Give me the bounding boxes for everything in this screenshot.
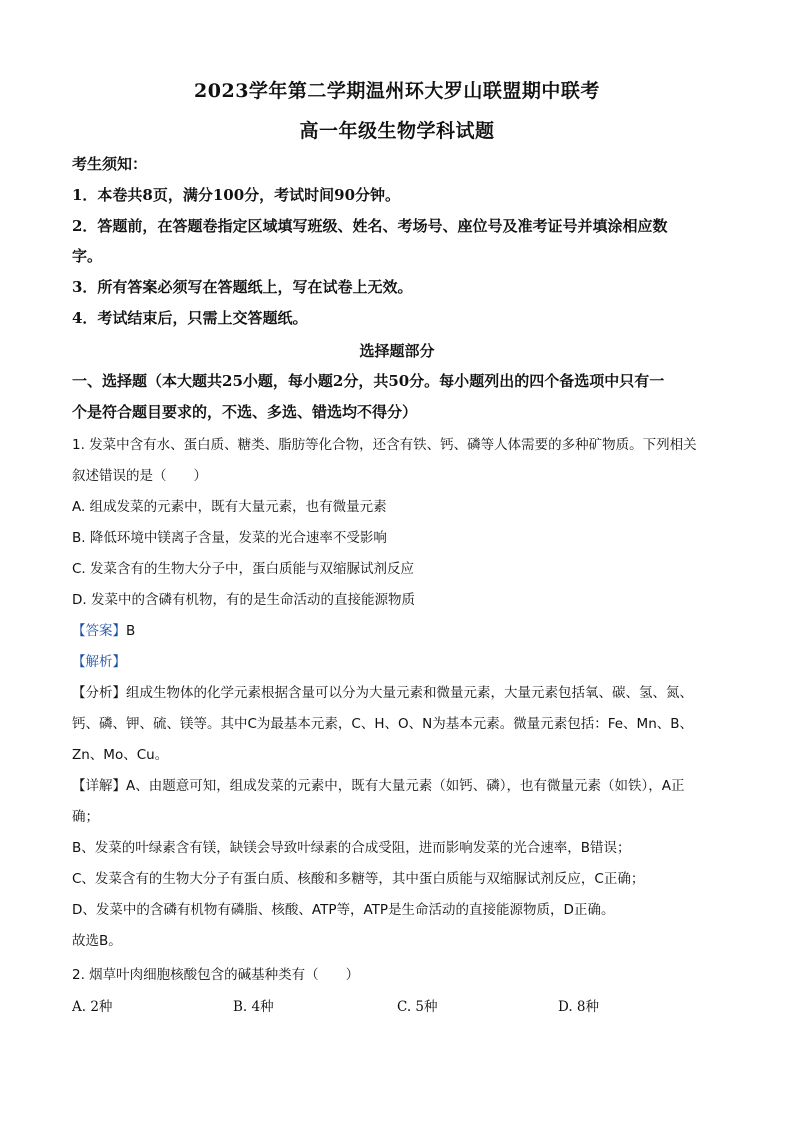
q1-fenxi-line2: 钙、磷、钾、硫、镁等。其中C为最基本元素，C、H、O、N为基本元素。微量元素包括：Fe、Mn、B、 — [72, 716, 694, 732]
q1-xiangjie-line1 — [72, 774, 684, 794]
notice-heading: 考生须知： — [72, 155, 148, 173]
q2-stem: 2. 烟草叶肉细胞核酸包含的碱基种类有（ ） — [72, 967, 360, 983]
part1-instructions-line1: 一、选择题（本大题共25小题，每小题2分，共50分。每小题列出的四个备选项中只有一 — [72, 372, 665, 390]
notice-item-3: 3．所有答案必须写在答题纸上，写在试卷上无效。 — [72, 278, 413, 296]
q1-stem-line1: 1. 发菜中含有水、蛋白质、糖类、脂肪等化合物，还含有铁、钙、磷等人体需要的多种矿物质。下列相关 — [72, 437, 697, 453]
q1-analysis-heading — [72, 650, 126, 670]
q1-option-d: D. 发菜中的含磷有机物，有的是生命活动的直接能源物质 — [72, 592, 415, 608]
notice-item-2: 2．答题前，在答题卷指定区域填写班级、姓名、考场号、座位号及准考证号并填涂相应数 — [72, 217, 668, 235]
q2-option-d: D. 8种 — [558, 999, 600, 1015]
q1-fenxi-line1 — [72, 681, 693, 701]
xiangjie-tag: 【详解】 — [72, 778, 126, 794]
answer-value: B — [126, 623, 136, 639]
q1-option-a: A. 组成发菜的元素中，既有大量元素，也有微量元素 — [72, 499, 387, 515]
q1-xiangjie-line6: 故选B。 — [72, 933, 122, 949]
part1-instructions-line2: 个是符合题目要求的，不选、多选、错选均不得分） — [72, 403, 418, 421]
fenxi-text-1: 组成生物体的化学元素根据含量可以分为大量元素和微量元素，大量元素包括氧、碳、氢、氮、 — [126, 685, 693, 701]
answer-tag: 【答案】 — [72, 623, 126, 639]
exam-title: 2023学年第二学期温州环大罗山联盟期中联考 — [194, 80, 600, 102]
notice-item-4: 4．考试结束后，只需上交答题纸。 — [72, 309, 308, 327]
q1-option-b: B. 降低环境中镁离子含量，发菜的光合速率不受影响 — [72, 530, 387, 546]
xiangjie-text-1: A、由题意可知，组成发菜的元素中，既有大量元素（如钙、磷），也有微量元素（如铁），A正 — [126, 778, 685, 794]
exam-subtitle: 高一年级生物学科试题 — [299, 120, 495, 142]
q1-stem-line2: 叙述错误的是（ ） — [72, 468, 207, 484]
q1-fenxi-line3: Zn、Mo、Cu。 — [72, 747, 169, 763]
section-title: 选择题部分 — [359, 342, 435, 360]
q1-option-c: C. 发菜含有的生物大分子中，蛋白质能与双缩脲试剂反应 — [72, 561, 415, 577]
fenxi-tag: 【分析】 — [72, 685, 126, 701]
notice-item-2-cont: 字。 — [72, 247, 103, 265]
q2-option-a: A. 2种 — [72, 999, 113, 1015]
analysis-tag: 【解析】 — [72, 654, 126, 670]
q1-xiangjie-line3: B、发菜的叶绿素含有镁，缺镁会导致叶绿素的合成受阻，进而影响发菜的光合速率，B错误； — [72, 840, 631, 856]
q1-answer — [72, 619, 135, 639]
q1-xiangjie-line5: D、发菜中的含磷有机物有磷脂、核酸、ATP等，ATP是生命活动的直接能源物质，D正确。 — [72, 902, 615, 918]
q1-xiangjie-line2: 确； — [72, 809, 99, 825]
q2-option-b: B. 4种 — [233, 999, 274, 1015]
notice-item-1: 1．本卷共8页，满分100分，考试时间90分钟。 — [72, 186, 401, 204]
q2-option-c: C. 5种 — [397, 999, 438, 1015]
q1-xiangjie-line4: C、发菜含有的生物大分子有蛋白质、核酸和多糖等，其中蛋白质能与双缩脲试剂反应，C正确； — [72, 871, 645, 887]
